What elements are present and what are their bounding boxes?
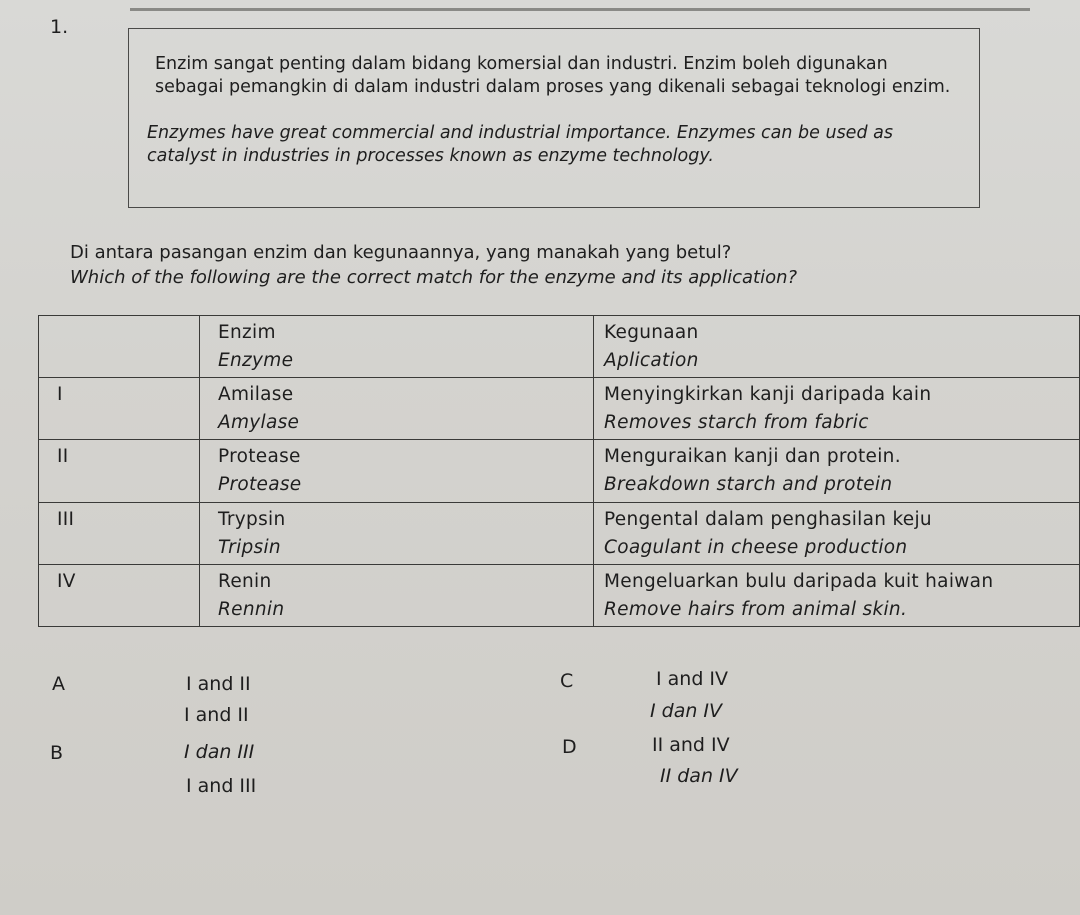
header-use-english: Aplication: [604, 350, 699, 371]
header-enzyme-malay: Enzim: [218, 322, 276, 343]
enzyme-english: Protease: [218, 474, 302, 496]
use-malay: Mengeluarkan bulu daripada kuit haiwan: [604, 570, 994, 592]
table-row: [39, 502, 1080, 564]
option-a-line2: I and II: [184, 704, 249, 726]
passage-box: [128, 28, 980, 208]
option-a-line1: I and II: [186, 673, 251, 695]
row-number: IV: [57, 570, 76, 592]
enzyme-malay: Renin: [218, 570, 272, 592]
row-number: I: [57, 384, 63, 406]
enzyme-english: Tripsin: [218, 536, 281, 558]
header-num-cell: [39, 316, 200, 378]
passage-malay: Enzim sangat penting dalam bidang komersial dan industri. Enzim boleh digunakan sebagai pemangkin di dalam industri dalam proses yang dikenali sebagai teknologi enzim.: [155, 54, 951, 97]
use-malay: Pengental dalam penghasilan keju: [604, 508, 932, 530]
option-d-line2: II dan IV: [660, 765, 738, 787]
option-a-letter[interactable]: A: [52, 673, 65, 695]
option-b-letter[interactable]: B: [50, 742, 64, 764]
option-b-line1: I dan III: [184, 741, 255, 763]
option-c-line2: I dan IV: [650, 700, 723, 722]
prompt-english: Which of the following are the correct match for the enzyme and its application?: [70, 267, 798, 288]
enzyme-malay: Trypsin: [218, 508, 286, 530]
row-number: II: [57, 446, 69, 468]
question-number: 1.: [50, 16, 69, 38]
use-english: Coagulant in cheese production: [604, 536, 908, 558]
use-english: Remove hairs from animal skin.: [604, 598, 908, 620]
table-row: [39, 440, 1080, 502]
header-use-malay: Kegunaan: [604, 322, 699, 343]
use-malay: Menguraikan kanji dan protein.: [604, 446, 901, 468]
use-english: Removes starch from fabric: [604, 412, 869, 434]
passage-english: Enzymes have great commercial and industrial importance. Enzymes can be used as catalyst in industries in processes known as enzyme technology.: [147, 123, 893, 166]
option-d-letter[interactable]: D: [562, 736, 577, 758]
option-b-line2: I and III: [186, 775, 257, 797]
table-header-row: [39, 316, 1080, 378]
option-c-letter[interactable]: C: [560, 670, 574, 692]
table-row: [39, 378, 1080, 440]
table-row: [39, 564, 1080, 626]
use-english: Breakdown starch and protein: [604, 474, 893, 496]
option-d-line1: II and IV: [652, 734, 730, 756]
page-top-line: [130, 8, 1030, 11]
use-malay: Menyingkirkan kanji daripada kain: [604, 384, 932, 406]
prompt-malay: Di antara pasangan enzim dan kegunaannya, yang manakah yang betul?: [70, 242, 732, 263]
question-prompt: [70, 240, 797, 290]
option-c-line1: I and IV: [656, 668, 729, 690]
enzyme-english: Rennin: [218, 598, 285, 620]
header-enzyme-cell: [200, 316, 594, 378]
enzyme-table: [38, 315, 1080, 627]
row-number: III: [57, 508, 75, 530]
enzyme-malay: Amilase: [218, 384, 294, 406]
enzyme-english: Amylase: [218, 412, 300, 434]
header-enzyme-english: Enzyme: [218, 350, 294, 371]
enzyme-malay: Protease: [218, 446, 301, 468]
header-use-cell: [594, 316, 1080, 378]
